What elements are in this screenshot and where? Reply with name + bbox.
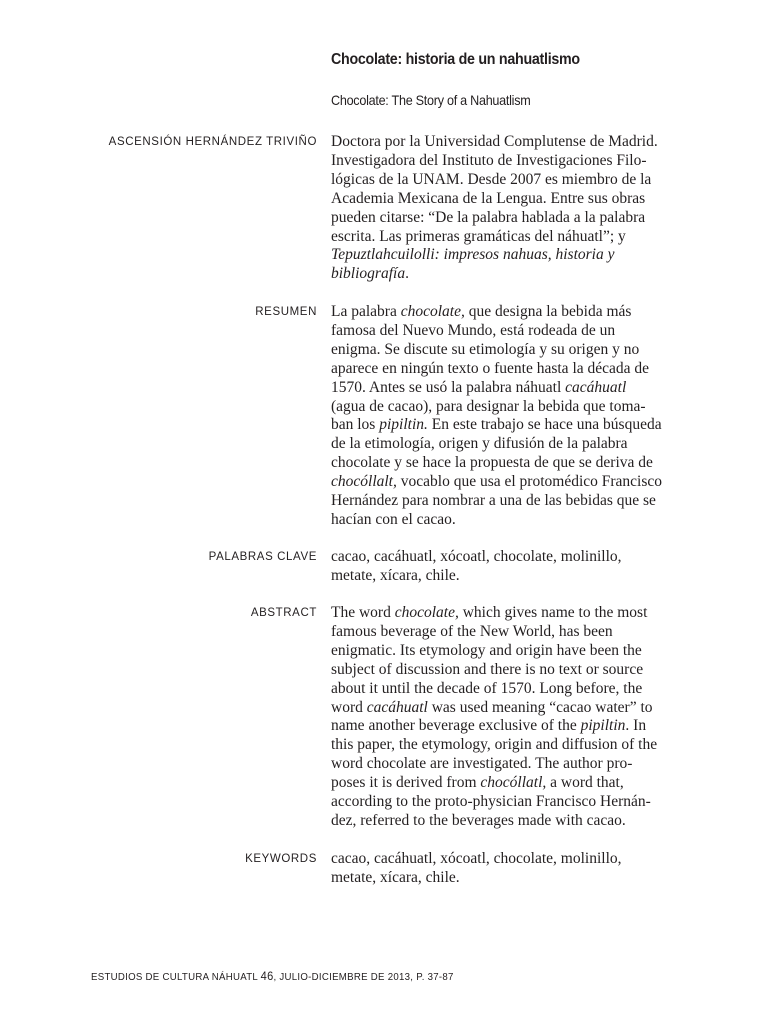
text-run: according to the proto-physician Francisco Hernán- [331, 793, 651, 811]
text-line [331, 812, 703, 831]
text-line [331, 680, 703, 699]
text-run: de la etimología, origen y difusión de la palabra [331, 435, 628, 453]
text-run: chocolate y se hace la propuesta de que se deriva de [331, 454, 653, 472]
italic-term: pipiltin [580, 717, 626, 735]
text-run: . In [625, 717, 647, 735]
text-run: cacao, cacáhuatl, xócoatl, chocolate, molinillo, [331, 850, 622, 867]
text-run: En este trabajo se hace una búsqueda [427, 416, 662, 434]
palabras-clave-label: PALABRAS CLAVE [208, 551, 317, 563]
text-run: famosa del Nuevo Mundo, está rodeada de un [331, 321, 616, 339]
text-run: enigmatic. Its etymology and origin have been the [331, 641, 642, 659]
text-run: . [405, 265, 409, 283]
text-run: Doctora por la Universidad Complutense de Madrid. [331, 133, 658, 150]
italic-term: pipiltin. [379, 416, 428, 434]
text-run: which gives name to the most [458, 604, 648, 621]
italic-term: chocóllatl, [480, 774, 547, 792]
text-line [331, 360, 703, 379]
keywords-label: KEYWORDS [245, 853, 317, 865]
text-line [331, 190, 703, 209]
text-line [331, 642, 703, 661]
text-run: a word that, [546, 774, 624, 792]
text-run: lógicas de la UNAM. Desde 2007 es miembro de la [331, 170, 652, 188]
text-run: vocablo que usa el protomédico Francisco [396, 473, 663, 491]
text-line [331, 717, 703, 736]
text-line [331, 152, 703, 171]
italic-term: chocóllalt, [331, 473, 397, 491]
italic-term: chocolate, [400, 303, 465, 320]
text-run: (agua de cacao), para designar la bebida que toma- [331, 397, 646, 415]
text-line [331, 736, 703, 755]
text-run: about it until the decade of 1570. Long before, the [331, 679, 643, 697]
text-run: aparece en ningún texto o fuente hasta la década de [331, 359, 650, 377]
text-line [331, 265, 703, 284]
text-run: ban los [331, 416, 380, 434]
text-line [331, 548, 703, 567]
text-run: metate, xícara, chile. [331, 566, 460, 584]
text-run: cacao, cacáhuatl, xócoatl, chocolate, molinillo, [331, 548, 622, 565]
text-line [331, 492, 703, 511]
italic-term: cacáhuatl [366, 698, 428, 716]
text-line [331, 793, 703, 812]
text-line [331, 416, 703, 435]
text-line [331, 473, 703, 492]
text-line [331, 379, 703, 398]
text-run: escrita. Las primeras gramáticas del náhuatl”; y [331, 227, 626, 245]
text-line [331, 246, 703, 265]
footer-issue-pages: , JULIO-DICIEMBRE DE 2013, P. 37-87 [273, 971, 454, 983]
text-run: hacían con el cacao. [331, 510, 456, 528]
text-line [331, 850, 703, 869]
text-run: La palabra [331, 303, 401, 320]
text-line [331, 755, 703, 774]
text-run: Hernández para nombrar a una de las bebidas que se [331, 492, 656, 510]
text-run: pueden citarse: “De la palabra hablada a la palabra [331, 208, 646, 226]
text-run: subject of discussion and there is no text or source [331, 660, 644, 678]
italic-term: chocolate, [394, 604, 459, 621]
text-line [331, 398, 703, 417]
running-footer [91, 969, 454, 983]
author-name: ASCENSIÓN HERNÁNDEZ TRIVIÑO [108, 136, 317, 148]
text-run: word chocolate are investigated. The author pro- [331, 755, 633, 773]
italic-term: bibliografía [331, 265, 406, 283]
text-line [331, 228, 703, 247]
text-run: metate, xícara, chile. [331, 868, 460, 886]
article-title: Chocolate: historia de un nahuatlismo [331, 51, 580, 68]
text-line [331, 133, 703, 152]
author-bio [331, 133, 703, 284]
text-line [331, 322, 703, 341]
italic-term: cacáhuatl [565, 378, 627, 396]
text-line [331, 454, 703, 473]
text-line [331, 171, 703, 190]
text-run: famous beverage of the New World, has been [331, 622, 613, 640]
text-run: name another beverage exclusive of the [331, 717, 581, 735]
text-line [331, 661, 703, 680]
text-run: Academia Mexicana de la Lengua. Entre sus obras [331, 189, 646, 207]
text-run: Investigadora del Instituto de Investigaciones Filo- [331, 151, 647, 169]
text-line [331, 341, 703, 360]
keywords-text [331, 850, 703, 888]
text-line [331, 699, 703, 718]
text-line [331, 303, 703, 322]
text-line [331, 567, 703, 586]
text-run: 1570. Antes se usó la palabra náhuatl [331, 378, 566, 396]
text-line [331, 604, 703, 623]
resumen-text [331, 303, 703, 530]
text-run: poses it is derived from [331, 774, 481, 792]
text-line [331, 623, 703, 642]
resumen-label: RESUMEN [255, 306, 317, 318]
text-run: que designa la bebida más [464, 303, 632, 320]
abstract-label: ABSTRACT [250, 607, 317, 619]
text-line [331, 869, 703, 888]
text-line [331, 511, 703, 530]
text-run: this paper, the etymology, origin and diffusion of the [331, 736, 658, 754]
abstract-text [331, 604, 703, 831]
text-line [331, 774, 703, 793]
italic-term: Tepuztlahcuilolli: impresos nahuas, historia y [331, 246, 615, 264]
text-run: word [331, 698, 367, 716]
text-line [331, 209, 703, 228]
text-run: enigma. Se discute su etimología y su origen y no [331, 340, 640, 358]
text-run: The word [331, 604, 395, 621]
text-run: was used meaning “cacao water” to [427, 698, 653, 716]
text-run: dez, referred to the beverages made with cacao. [331, 811, 626, 829]
footer-volume: 46 [260, 969, 274, 983]
footer-journal: ESTUDIOS DE CULTURA NÁHUATL [91, 971, 258, 983]
article-subtitle: Chocolate: The Story of a Nahuatlism [331, 92, 531, 108]
palabras-clave-text [331, 548, 703, 586]
text-line [331, 435, 703, 454]
